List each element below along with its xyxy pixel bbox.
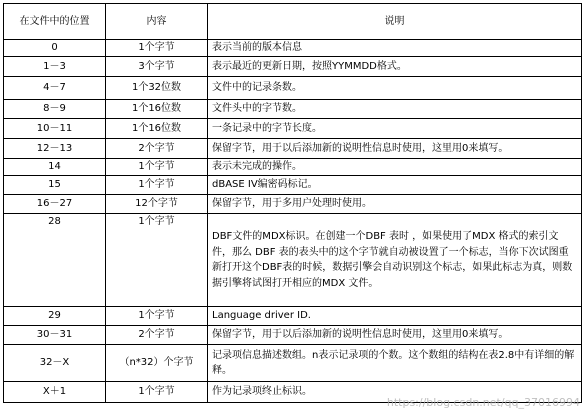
cell-content: 1个字节 [106,159,208,176]
cell-position: X＋1 [4,382,106,403]
table-row [4,176,582,195]
header-row [4,4,582,40]
table-row [4,214,582,307]
cell-content: 1个字节 [106,176,208,195]
cell-description: DBF文件的MDX标识。在创建一个DBF 表时 ，如果使用了MDX 格式的索引文件，那么 DBF 表的表头中的这个字节就自动被设置了一个标志，当你下次试图重新打开这个DBF表的时候，数据引擎会自动识别这个标志，如果此标志为真，则数据引擎将试图打开相应的MDX 文件。 [208,214,582,307]
cell-content: 1个32位数 [106,77,208,100]
cell-position: 30－31 [4,326,106,345]
cell-position: 16－27 [4,195,106,214]
cell-position: 0 [4,40,106,57]
table-row [4,139,582,159]
cell-description: 文件中的记录条数。 [208,77,582,100]
cell-description: Language driver ID. [208,307,582,326]
cell-position: 10－11 [4,119,106,139]
cell-position: 28 [4,214,106,307]
cell-content: 12个字节 [106,195,208,214]
cell-description: 表示未完成的操作。 [208,159,582,176]
cell-position: 14 [4,159,106,176]
table-row [4,119,582,139]
cell-content: 1个16位数 [106,119,208,139]
cell-position: 8－9 [4,100,106,119]
watermark: https://blog.csdn.net/qq_37016994 [386,396,580,409]
cell-content: 2个字节 [106,326,208,345]
cell-description: 保留字节，用于以后添加新的说明性信息时使用，这里用0来填写。 [208,326,582,345]
cell-description: 记录项信息描述数组。n表示记录项的个数。这个数组的结构在表2.8中有详细的解释。 [208,345,582,382]
table-row [4,326,582,345]
cell-description: dBASE IV编密码标记。 [208,176,582,195]
cell-position: 1－3 [4,57,106,77]
cell-description: 保留字节，用于多用户处理时使用。 [208,195,582,214]
cell-position: 29 [4,307,106,326]
cell-content: 1个字节 [106,307,208,326]
table-row [4,345,582,382]
cell-content: 1个字节 [106,40,208,57]
cell-content: 1个16位数 [106,100,208,119]
table-row [4,57,582,77]
cell-content: （n*32）个字节 [106,345,208,382]
table-row [4,195,582,214]
cell-content: 3个字节 [106,57,208,77]
header-content: 内容 [106,4,208,40]
cell-description: 作为记录项终止标识。 [208,382,582,403]
cell-position: 15 [4,176,106,195]
table-row [4,77,582,100]
cell-position: 32－X [4,345,106,382]
cell-description: 文件头中的字节数。 [208,100,582,119]
cell-description: 表示最近的更新日期，按照YYMMDD格式。 [208,57,582,77]
table-row [4,382,582,403]
table-row [4,307,582,326]
cell-description: 表示当前的版本信息 [208,40,582,57]
header-position: 在文件中的位置 [4,4,106,40]
cell-content: 1个字节 [106,382,208,403]
cell-description: 一条记录中的字节长度。 [208,119,582,139]
cell-position: 4－7 [4,77,106,100]
cell-content: 1个字节 [106,214,208,307]
cell-content: 2个字节 [106,139,208,159]
cell-description: 保留字节，用于以后添加新的说明性信息时使用，这里用0来填写。 [208,139,582,159]
header-description: 说明 [208,4,582,40]
table-row [4,159,582,176]
dbf-header-table [3,3,582,403]
table-row [4,40,582,57]
table-row [4,100,582,119]
cell-position: 12－13 [4,139,106,159]
